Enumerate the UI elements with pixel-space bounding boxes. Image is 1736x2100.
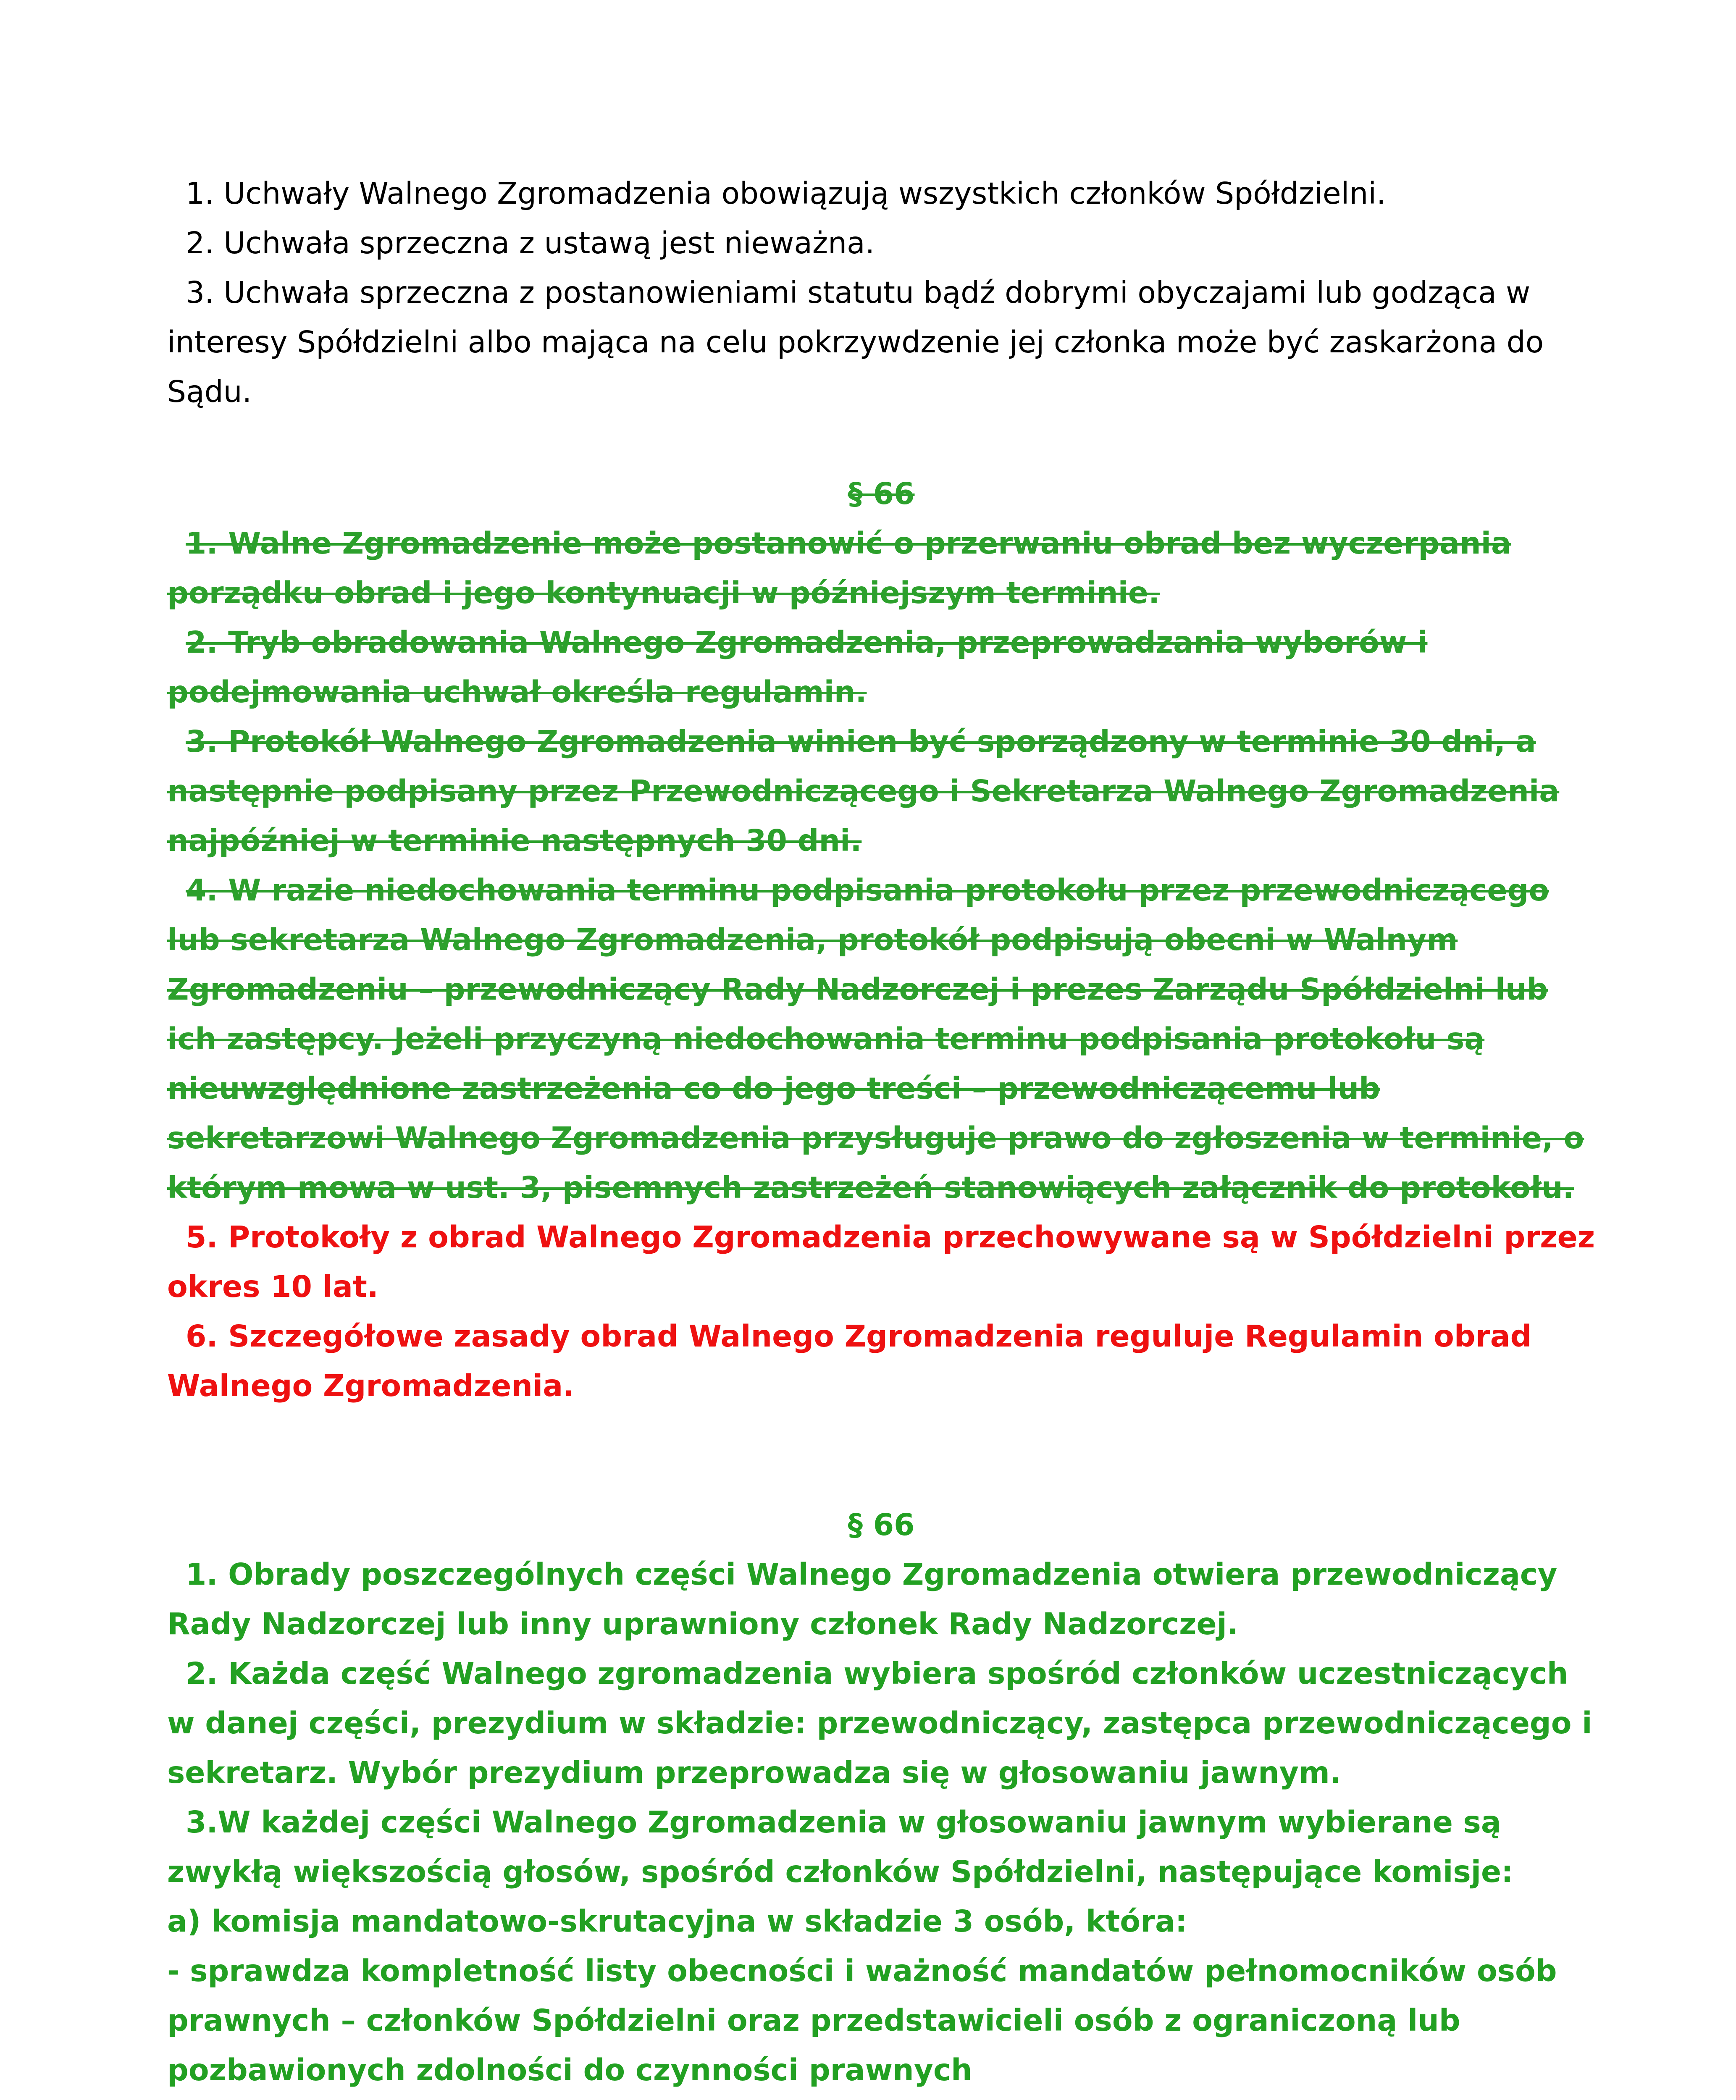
new-section — [167, 1500, 1595, 2100]
deleted-section — [167, 469, 1595, 1411]
new-item-1: 1. Obrady poszczególnych części Walnego Zgromadzenia otwiera przewodniczący Rady Nadzorczej lub inny uprawniony członek Rady Nadzorczej. — [167, 1557, 1557, 1641]
paragraph-1: 1. Uchwały Walnego Zgromadzenia obowiązują wszystkich członków Spółdzielni. — [186, 176, 1386, 211]
new-item-3a-bullet-2 — [167, 2095, 1595, 2100]
retained-item-5: 5. Protokoły z obrad Walnego Zgromadzenia przechowywane są w Spółdzielni przez okres 10 lat. — [167, 1220, 1595, 1304]
deleted-item-3: 3. Protokół Walnego Zgromadzenia winien być sporządzony w terminie 30 dni, a następnie podpisany przez Przewodniczącego i Sekretarza Walnego Zgromadzenia najpóźniej w terminie następnych 30 dni. — [167, 724, 1560, 858]
deleted-item-4: 4. W razie niedochowania terminu podpisania protokołu przez przewodniczącego lub sekretarza Walnego Zgromadzenia, protokół podpisują obecni w Walnym Zgromadzeniu – przewodniczący Rady Nadzorczej i prezes Zarządu Spółdzielni lub ich zastępcy. Jeżeli przyczyną niedochowania terminu podpisania protokołu są nieuwzględnione zastrzeżenia co do jego treści – przewodniczącemu lub sekretarzowi Walnego Zgromadzenia przysługuje prawo do zgłoszenia w terminie, o którym mowa w ust. 3, pisemnych zastrzeżeń stanowiących załącznik do protokołu. — [167, 873, 1584, 1205]
new-item-3a-bullet-1: - sprawdza kompletność listy obecności i ważność mandatów pełnomocników osób prawnych – członków Spółdzielni oraz przedstawicieli osób z ograniczoną lub pozbawionych zdolności do czynności prawnych — [167, 1953, 1557, 2087]
new-item-3a: a) komisja mandatowo-skrutacyjna w składzie 3 osób, która: — [167, 1904, 1187, 1939]
new-item-3: 3.W każdej części Walnego Zgromadzenia w głosowaniu jawnym wybierane są zwykłą większością głosów, spośród członków Spółdzielni, następujące komisje: — [167, 1805, 1513, 1889]
paragraph-2: 2. Uchwała sprzeczna z ustawą jest nieważna. — [186, 226, 875, 260]
new-item-2: 2. Każda część Walnego zgromadzenia wybiera spośród członków uczestniczących w danej części, prezydium w składzie: przewodniczący, zastępca przewodniczącego i sekretarz. Wybór prezydium przeprowadza się w głosowaniu jawnym. — [167, 1656, 1592, 1790]
intro-block — [167, 169, 1595, 417]
deleted-item-1: 1. Walne Zgromadzenie może postanowić o przerwaniu obrad bez wyczerpania porządku obrad i jego kontynuacji w późniejszym terminie. — [167, 526, 1511, 610]
new-section-heading: § 66 — [848, 1507, 915, 1542]
deleted-item-2: 2. Tryb obradowania Walnego Zgromadzenia, przeprowadzania wyborów i podejmowania uchwał określa regulamin. — [167, 625, 1428, 709]
deleted-section-heading: § 66 — [848, 476, 915, 511]
paragraph-3: 3. Uchwała sprzeczna z postanowieniami statutu bądź dobrymi obyczajami lub godząca w interesy Spółdzielni albo mająca na celu pokrzywdzenie jej członka może być zaskarżona do Sądu. — [167, 275, 1544, 409]
retained-item-6: 6. Szczegółowe zasady obrad Walnego Zgromadzenia reguluje Regulamin obrad Walnego Zgromadzenia. — [167, 1319, 1532, 1403]
